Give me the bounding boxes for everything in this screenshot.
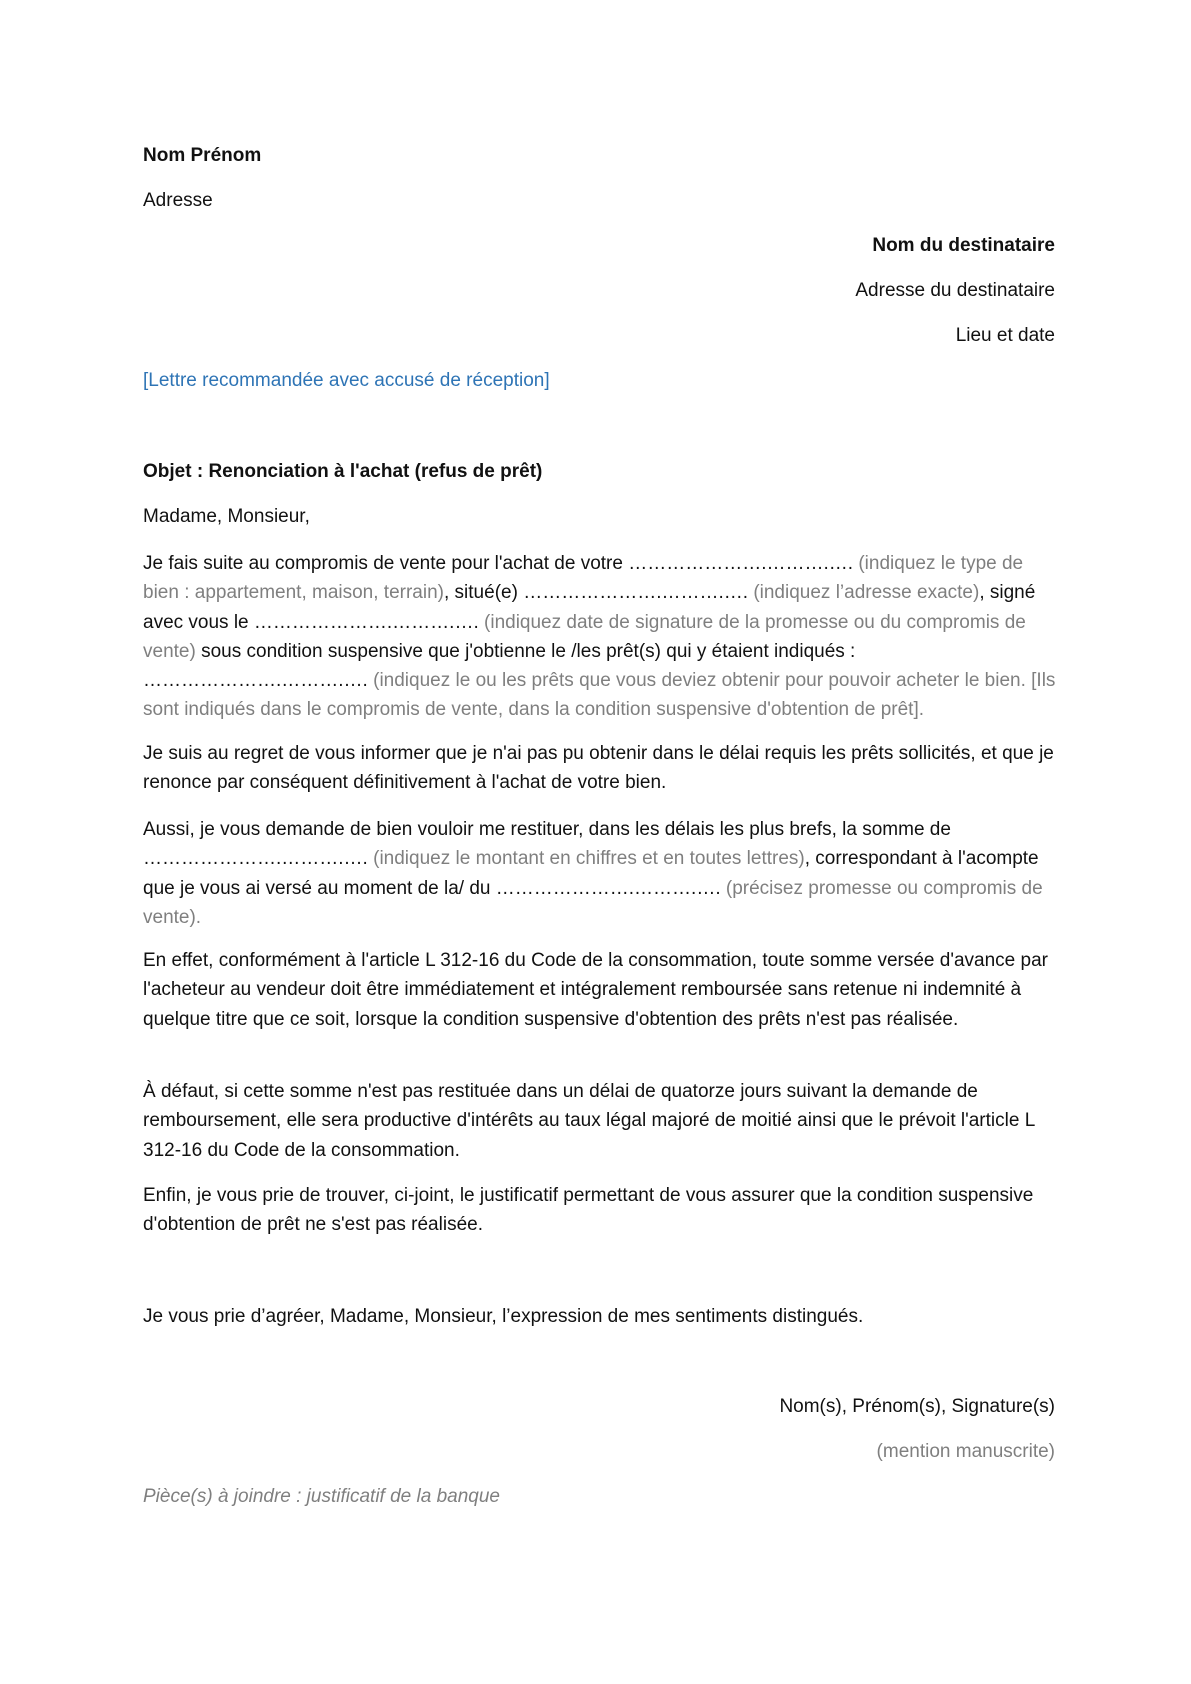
sender-address: Adresse	[143, 190, 213, 211]
signature-note: (mention manuscrite)	[876, 1441, 1055, 1462]
salutation: Madame, Monsieur,	[143, 506, 310, 527]
paragraph-interest-penalty: À défaut, si cette somme n'est pas restituée dans un délai de quatorze jours suivant la demande de remboursement, elle sera productive d'intérêts au taux légal majoré de moitié ainsi que le prévoit l'article L 312-16 du Code de la consommation.	[143, 1081, 1035, 1161]
paragraph1-hint-4: (indiquez le ou les prêts que vous deviez obtenir pour pouvoir acheter le bien. [Ils sont indiqués dans le compromis de vente, dans la condition suspensive d'obtention de prêt].	[143, 670, 1056, 721]
paragraph-purchase-reference	[143, 549, 1058, 725]
paragraph1-hint-1: (indiquez le type de bien : appartement, maison, terrain)	[143, 553, 1024, 604]
recipient-address: Adresse du destinataire	[855, 280, 1055, 301]
place-and-date: Lieu et date	[955, 325, 1055, 346]
paragraph1-hint-3: (indiquez date de signature de la promesse ou du compromis de vente)	[143, 611, 1026, 662]
paragraph-legal-basis: En effet, conformément à l'article L 312-16 du Code de la consommation, toute somme versée d'avance par l'acheteur au vendeur doit être immédiatement et intégralement remboursée sans retenue ni indemnité à quelque titre que ce soit, lorsque la condition suspensive d'obtention des prêts n'est pas réalisée.	[143, 950, 1048, 1030]
paragraph1-text-4: sous condition suspensive que j'obtienne le /les prêt(s) qui y étaient indiqués : ………………….……….….	[143, 640, 856, 692]
paragraph-loan-refusal: Je suis au regret de vous informer que je n'ai pas pu obtenir dans le délai requis les prêts sollicités, et que je renonce par conséquent définitivement à l'achat de votre bien.	[143, 743, 1054, 794]
recipient-name: Nom du destinataire	[872, 235, 1055, 256]
paragraph-refund-request	[143, 815, 1058, 932]
closing-formula: Je vous prie d’agréer, Madame, Monsieur, l’expression de mes sentiments distingués.	[143, 1306, 864, 1327]
paragraph3-hint-2: (précisez promesse ou compromis de vente).	[143, 877, 1043, 928]
paragraph1-hint-2: (indiquez l’adresse exacte)	[753, 582, 980, 604]
paragraph1-text-2: , situé(e) ………………….……….….	[444, 582, 754, 604]
sender-name: Nom Prénom	[143, 145, 262, 166]
paragraph3-text-1: Aussi, je vous demande de bien vouloir me restituer, dans les délais les plus brefs, la somme de ………………….……….….	[143, 819, 951, 870]
attachments-line: Pièce(s) à joindre : justificatif de la banque	[143, 1486, 500, 1507]
paragraph1-text-3: , signé avec vous le ………………….……….….	[143, 582, 1036, 633]
signature-label: Nom(s), Prénom(s), Signature(s)	[779, 1396, 1055, 1417]
paragraph-attachment-note: Enfin, je vous prie de trouver, ci-joint, le justificatif permettant de vous assurer que la condition suspensive d'obtention de prêt ne s'est pas réalisée.	[143, 1185, 1034, 1236]
paragraph1-text-1: Je fais suite au compromis de vente pour l'achat de votre ………………….……….….	[143, 553, 859, 574]
paragraph3-hint-1: (indiquez le montant en chiffres et en toutes lettres)	[373, 848, 805, 870]
delivery-mode: [Lettre recommandée avec accusé de réception]	[143, 370, 550, 391]
letter-subject: Objet : Renonciation à l'achat (refus de prêt)	[143, 461, 543, 482]
paragraph3-text-2: , correspondant à l'acompte que je vous ai versé au moment de la/ du ………………….……….….	[143, 848, 1039, 899]
